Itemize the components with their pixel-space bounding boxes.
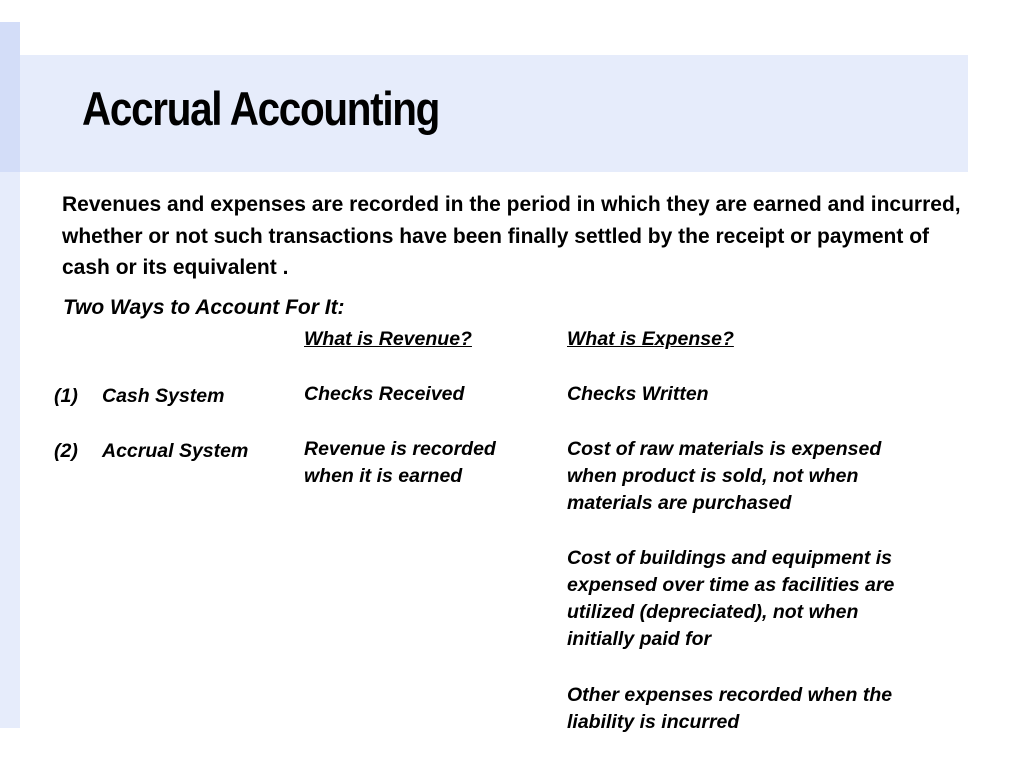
- expense-line: expensed over time as facilities are: [567, 574, 895, 596]
- expense-line: initially paid for: [567, 628, 712, 650]
- expense-line: utilized (depreciated), not when: [567, 601, 859, 623]
- revenue-line: Checks Received: [304, 383, 465, 405]
- expense-line: Other expenses recorded when the: [567, 684, 893, 706]
- subheading: Two Ways to Account For It:: [63, 296, 345, 319]
- expense-line: when product is sold, not when: [567, 465, 859, 487]
- slide-title: Accrual Accounting: [82, 82, 440, 135]
- left-band-accent: [0, 22, 20, 172]
- expense-line: Cost of buildings and equipment is: [567, 547, 892, 569]
- expense-line: liability is incurred: [567, 711, 740, 733]
- revenue-line: when it is earned: [304, 465, 463, 487]
- expense-line: Cost of raw materials is expensed: [567, 438, 882, 460]
- expense-line: materials are purchased: [567, 492, 792, 514]
- row-number: (1): [54, 385, 78, 407]
- row-number: (2): [54, 440, 78, 462]
- expense-line: Checks Written: [567, 383, 709, 405]
- revenue-column-header: What is Revenue?: [304, 328, 472, 350]
- expense-column-header: What is Expense?: [567, 328, 734, 350]
- row-label: Accrual System: [102, 440, 249, 462]
- intro-paragraph: Revenues and expenses are recorded in the period in which they are earned and incurred, whether or not such transactions have been finally settled by the receipt or payment of cash or its equivalent .: [62, 193, 961, 279]
- row-label: Cash System: [102, 385, 225, 407]
- revenue-line: Revenue is recorded: [304, 438, 496, 460]
